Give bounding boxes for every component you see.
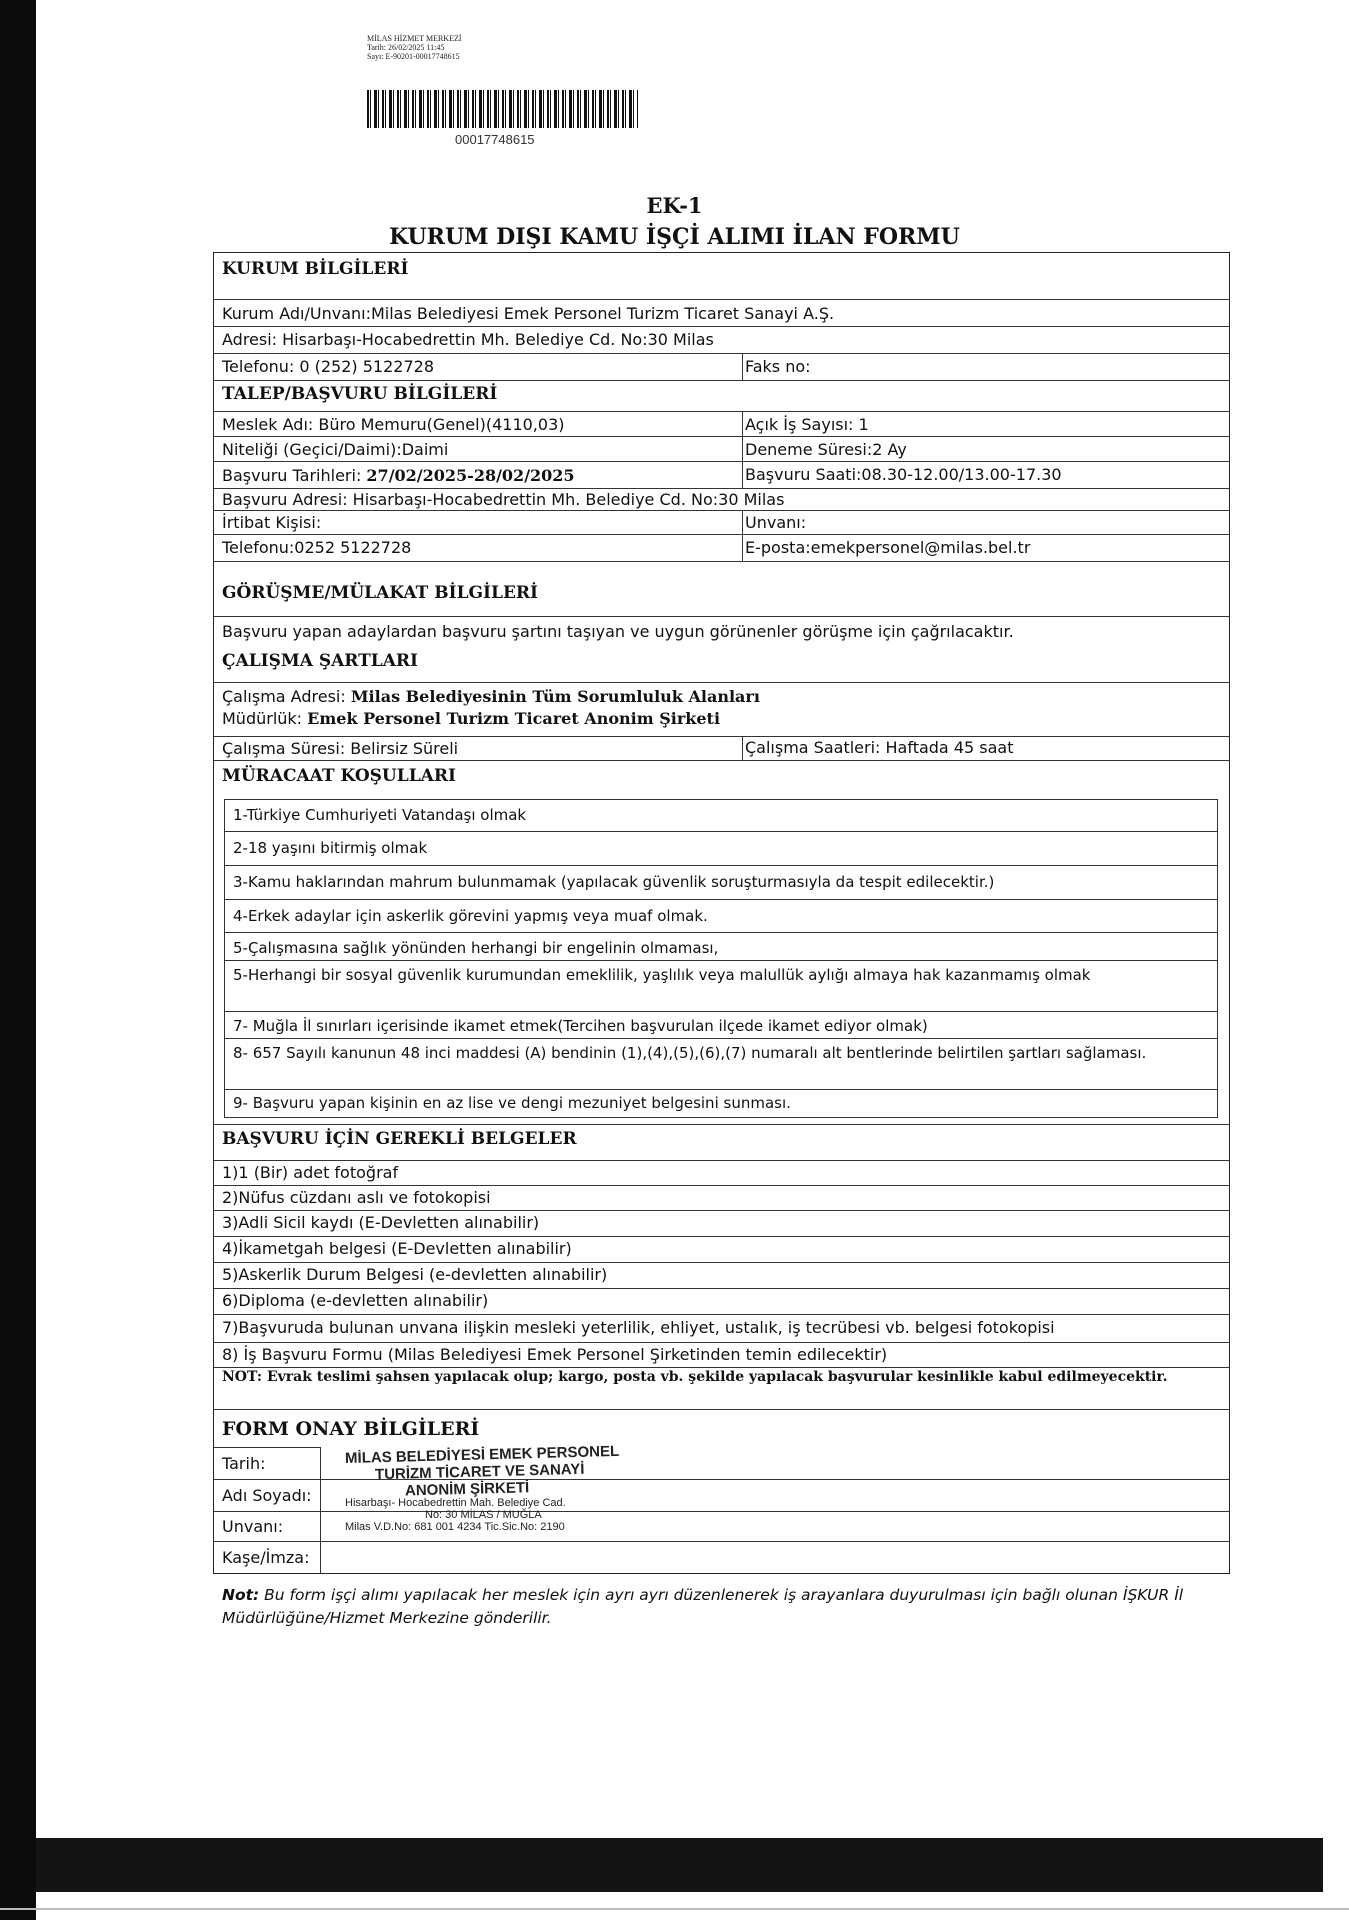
registry-center: MİLAS HİZMET MERKEZİ <box>367 34 462 43</box>
divider-row <box>321 1541 1230 1542</box>
section-calisma-heading: ÇALIŞMA ŞARTLARI <box>222 651 418 671</box>
condition-item: 9- Başvuru yapan kişinin en az lise ve dengi mezuniyet belgesini sunması. <box>233 1094 791 1112</box>
talep-adres: Başvuru Adresi: Hisarbaşı-Hocabedrettin Mh. Belediye Cd. No:30 Milas <box>213 488 1230 510</box>
onay-tarih-label: Tarih: <box>213 1447 321 1479</box>
section-muracaat-heading: MÜRACAAT KOŞULLARI <box>222 766 456 786</box>
footnote <box>222 1584 1222 1630</box>
calisma-adres-line <box>222 686 1230 708</box>
section-talep-heading: TALEP/BAŞVURU BİLGİLERİ <box>222 384 498 404</box>
footnote-text: Bu form işçi alımı yapılacak her meslek için ayrı ayrı düzenlenerek iş arayanlara duyurulması için bağlı olunan İŞKUR İl Müdürlüğüne/Hizmet Merkezine gönderilir. <box>222 1586 1184 1627</box>
registry-number: Sayı: E-90201-00017748615 <box>367 52 460 61</box>
footnote-label: Not: <box>222 1586 260 1604</box>
document-item: 7)Başvuruda bulunan unvana ilişkin mesleki yeterlilik, ehliyet, ustalık, iş tecrübesi vb. belgesi fotokopisi <box>213 1314 1230 1342</box>
gorusme-text: Başvuru yapan adaylardan başvuru şartını taşıyan ve uygun görünenler görüşme için çağrılacaktır. <box>213 616 1230 646</box>
calisma-mudurluk-label: Müdürlük: <box>222 709 303 728</box>
calisma-block <box>213 682 1230 736</box>
divider <box>742 736 743 760</box>
registry-header <box>367 34 462 61</box>
document-item: 1)1 (Bir) adet fotoğraf <box>213 1160 1230 1185</box>
talep-tarih-row <box>213 461 1230 488</box>
condition-item: 8- 657 Sayılı kanunun 48 inci maddesi (A) bendinin (1),(4),(5),(6),(7) numaralı alt bentlerinde belirtilen şartları sağlaması. <box>225 1039 1217 1090</box>
talep-saat: Başvuru Saati:08.30-12.00/13.00-17.30 <box>745 465 1062 484</box>
document-item: 2)Nüfus cüzdanı aslı ve fotokopisi <box>213 1185 1230 1210</box>
condition-item: 1-Türkiye Cumhuriyeti Vatandaşı olmak <box>225 800 1217 832</box>
talep-unvani: Unvanı: <box>745 513 807 532</box>
scan-edge-left <box>0 0 36 1920</box>
kurum-faks: Faks no: <box>745 357 811 376</box>
document-item: 8) İş Başvuru Formu (Milas Belediyesi Emek Personel Şirketinden temin edilecektir) <box>213 1342 1230 1367</box>
talep-irtibat: İrtibat Kişisi: <box>213 510 1230 534</box>
kurum-adres: Adresi: Hisarbaşı-Hocabedrettin Mh. Belediye Cd. No:30 Milas <box>213 326 1230 353</box>
scan-line <box>0 1908 1349 1910</box>
section-belgeler-heading: BAŞVURU İÇİN GEREKLİ BELGELER <box>222 1129 577 1149</box>
condition-item: 2-18 yaşını bitirmiş olmak <box>225 832 1217 866</box>
talep-acik-is: Açık İş Sayısı: 1 <box>745 415 869 434</box>
barcode <box>367 90 638 128</box>
kurum-adi: Kurum Adı/Unvanı:Milas Belediyesi Emek Personel Turizm Ticaret Sanayi A.Ş. <box>213 299 1230 326</box>
talep-deneme: Deneme Süresi:2 Ay <box>745 440 907 459</box>
section-onay-heading: FORM ONAY BİLGİLERİ <box>222 1418 480 1440</box>
company-stamp <box>344 1442 655 1533</box>
calisma-saatler: Çalışma Saatleri: Haftada 45 saat <box>745 738 1014 757</box>
stamp-line: TURİZM TİCARET VE SANAYİ <box>374 1460 585 1484</box>
divider <box>742 411 743 488</box>
annex-label: EK-1 <box>646 193 703 218</box>
barcode-number: 00017748615 <box>455 132 535 147</box>
document-item: 3)Adli Sicil kaydı (E-Devletten alınabilir) <box>213 1210 1230 1236</box>
document-item: 4)İkametgah belgesi (E-Devletten alınabilir) <box>213 1236 1230 1262</box>
condition-item: 5-Çalışmasına sağlık yönünden herhangi bir engelinin olmaması, <box>225 933 1217 961</box>
condition-item: 5-Herhangi bir sosyal güvenlik kurumundan emeklilik, yaşlılık veya malullük aylığı almaya hak kazanmamış olmak <box>225 961 1217 1012</box>
calisma-mudurluk-value: Emek Personel Turizm Ticaret Anonim Şirketi <box>307 709 721 728</box>
kurum-telefon: Telefonu: 0 (252) 5122728 <box>213 353 1230 380</box>
talep-tarih-value: 27/02/2025-28/02/2025 <box>366 466 575 485</box>
talep-meslek: Meslek Adı: Büro Memuru(Genel)(4110,03) <box>213 411 1230 436</box>
document-title: KURUM DIŞI KAMU İŞÇİ ALIMI İLAN FORMU <box>389 224 960 250</box>
stamp-line: Hisarbaşı- Hocabedrettin Mah. Belediye Cad. <box>345 1497 566 1509</box>
onay-unvani-label: Unvanı: <box>213 1511 321 1541</box>
document-item: 5)Askerlik Durum Belgesi (e-devletten alınabilir) <box>213 1262 1230 1288</box>
stamp-line: MİLAS BELEDİYESİ EMEK PERSONEL <box>344 1442 620 1468</box>
scan-edge-bottom <box>36 1838 1323 1892</box>
stamp-line: No: 30 MİLAS / MUĞLA <box>425 1509 542 1521</box>
talep-telefon: Telefonu:0252 5122728 <box>213 534 1230 561</box>
section-gorusme-heading: GÖRÜŞME/MÜLAKAT BİLGİLERİ <box>222 583 538 603</box>
section-kurum-heading: KURUM BİLGİLERİ <box>222 259 409 279</box>
onay-kase-label: Kaşe/İmza: <box>213 1541 321 1574</box>
calisma-mudurluk-line <box>222 708 1230 730</box>
calisma-adres-value: Milas Belediyesinin Tüm Sorumluluk Alanları <box>350 687 760 706</box>
registry-date: Tarih: 26/02/2025 11:45 <box>367 43 445 52</box>
onay-adi-label: Adı Soyadı: <box>213 1479 321 1511</box>
condition-item: 7- Muğla İl sınırları içerisinde ikamet etmek(Tercihen başvurulan ilçede ikamet ediyor olmak) <box>225 1012 1217 1039</box>
divider <box>742 510 743 561</box>
condition-item: 4-Erkek adaylar için askerlik görevini yapmış veya muaf olmak. <box>225 900 1217 933</box>
stamp-line: Milas V.D.No: 681 001 4234 Tic.Sic.No: 2190 <box>345 1521 565 1533</box>
divider <box>742 353 743 380</box>
document-item: 6)Diploma (e-devletten alınabilir) <box>213 1288 1230 1314</box>
calisma-sure: Çalışma Süresi: Belirsiz Süreli <box>213 736 1230 760</box>
talep-eposta: E-posta:emekpersonel@milas.bel.tr <box>745 538 1031 557</box>
calisma-adres-label: Çalışma Adresi: <box>222 687 346 706</box>
talep-tarih-label: Başvuru Tarihleri: <box>222 466 362 485</box>
condition-item: 3-Kamu haklarından mahrum bulunmamak (yapılacak güvenlik soruşturmasıyla da tespit edilecektir.) <box>225 866 1217 900</box>
stamp-line: ANONİM ŞİRKETİ <box>404 1479 530 1500</box>
talep-nitelik: Niteliği (Geçici/Daimi):Daimi <box>213 436 1230 461</box>
belgeler-note: NOT: Evrak teslimi şahsen yapılacak olup; kargo, posta vb. şekilde yapılacak başvurular kesinlikle kabul edilmeyecektir. <box>213 1367 1230 1409</box>
conditions-list <box>224 799 1218 1118</box>
